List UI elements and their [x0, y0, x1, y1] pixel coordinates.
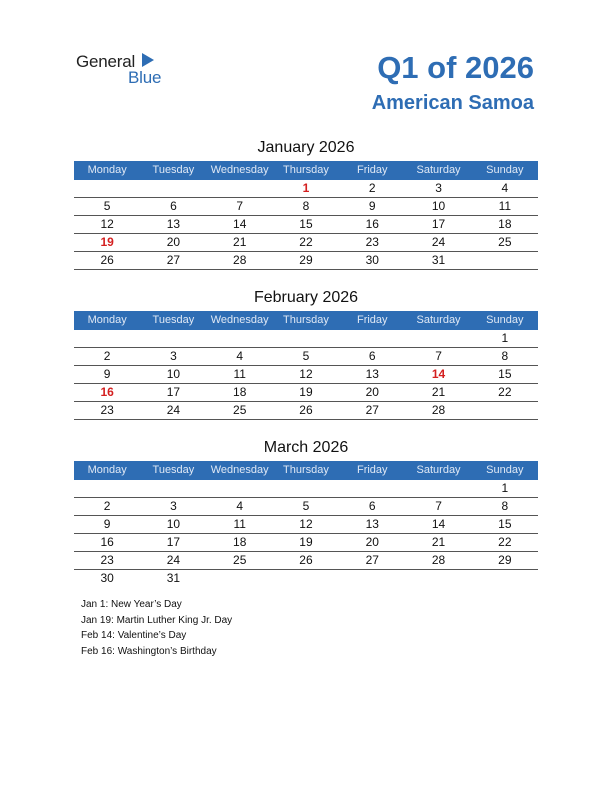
day-cell: 11: [498, 199, 512, 213]
weekday-label: Tuesday: [152, 464, 195, 476]
month-calendar: [74, 437, 538, 587]
day-cell: 15: [498, 517, 512, 531]
day-cell: 28: [431, 553, 446, 567]
day-cell: 15: [299, 217, 313, 231]
day-cell: 7: [435, 349, 442, 363]
day-cell: 16: [365, 217, 379, 231]
day-cell: [273, 480, 339, 497]
page-subtitle: American Samoa: [371, 92, 534, 114]
holiday-note: Jan 1: New Year’s Day: [81, 599, 182, 610]
day-cell: 19: [100, 235, 114, 249]
day-cell: 23: [365, 235, 379, 249]
day-cell: 18: [498, 217, 512, 231]
page-title: Q1 of 2026: [377, 50, 534, 85]
day-cell: 14: [431, 367, 446, 381]
day-cell: 23: [100, 553, 114, 567]
day-cell: 16: [100, 385, 114, 399]
day-cell: 16: [100, 535, 114, 549]
week-row: [74, 198, 538, 216]
day-cell: 17: [166, 385, 181, 399]
day-cell: [405, 570, 471, 587]
weekday-label: Wednesday: [210, 464, 269, 476]
week-row: [74, 552, 538, 570]
month-title: March 2026: [263, 439, 349, 456]
day-cell: 7: [236, 199, 244, 213]
day-cell: 3: [170, 499, 177, 513]
day-cell: 1: [501, 481, 509, 495]
weekday-label: Thursday: [283, 314, 329, 326]
day-cell: 30: [365, 253, 379, 267]
holiday-note: Jan 19: Martin Luther King Jr. Day: [81, 614, 233, 626]
day-cell: 18: [233, 535, 247, 549]
day-cell: [74, 480, 140, 497]
day-cell: 12: [299, 367, 313, 381]
weekday-label: Monday: [87, 314, 127, 326]
day-cell: 9: [103, 517, 111, 531]
day-cell: 26: [299, 553, 313, 567]
weekday-label: Monday: [87, 464, 127, 476]
day-cell: 26: [100, 253, 114, 267]
day-cell: [74, 330, 140, 347]
day-cell: [339, 480, 405, 497]
day-cell: 13: [365, 367, 379, 381]
day-cell: 28: [431, 403, 446, 417]
weekday-label: Tuesday: [152, 164, 195, 176]
day-cell: 8: [302, 199, 310, 213]
day-cell: 27: [365, 403, 379, 417]
day-cell: 27: [166, 253, 181, 267]
day-cell: 22: [498, 385, 512, 399]
weekday-label: Friday: [356, 464, 388, 476]
day-cell: 21: [431, 385, 446, 399]
day-cell: [273, 570, 339, 587]
week-row: [74, 534, 538, 552]
day-cell: 1: [501, 331, 509, 345]
day-cell: 14: [233, 217, 247, 231]
day-cell: [207, 570, 273, 587]
weekday-label: Tuesday: [152, 314, 195, 326]
day-cell: 28: [233, 253, 247, 267]
weekday-label: Monday: [87, 164, 127, 176]
weekday-label: Wednesday: [210, 164, 269, 176]
day-cell: 20: [365, 385, 379, 399]
day-cell: 10: [431, 199, 446, 213]
day-cell: [405, 330, 471, 347]
weekday-header: [74, 161, 538, 180]
weekday-label: Sunday: [486, 164, 524, 176]
week-row: [74, 498, 538, 516]
week-row: [74, 384, 538, 402]
week-row: [74, 330, 538, 348]
day-cell: [472, 402, 538, 419]
day-cell: 24: [166, 403, 181, 417]
holiday-notes: [81, 597, 232, 659]
week-row: [74, 480, 538, 498]
day-cell: 2: [103, 499, 111, 513]
day-cell: 30: [100, 571, 114, 585]
day-cell: 13: [166, 217, 181, 231]
day-cell: 21: [431, 535, 446, 549]
holiday-note: Feb 16: Washington’s Birthday: [81, 645, 217, 657]
weekday-header: [74, 311, 538, 330]
day-cell: 20: [365, 535, 379, 549]
day-cell: [472, 252, 538, 269]
week-row: [74, 252, 538, 270]
day-cell: 17: [166, 535, 181, 549]
day-cell: 8: [501, 349, 509, 363]
week-row: [74, 348, 538, 366]
day-cell: 23: [100, 403, 114, 417]
day-cell: 8: [501, 499, 509, 513]
day-cell: 1: [302, 181, 310, 195]
logo: [76, 52, 176, 88]
weekday-label: Thursday: [283, 164, 329, 176]
day-cell: 25: [498, 235, 512, 249]
day-cell: [273, 330, 339, 347]
day-cell: 3: [170, 349, 177, 363]
logo-general-text: General: [76, 52, 136, 71]
day-cell: 9: [103, 367, 111, 381]
day-cell: 29: [498, 553, 512, 567]
weekday-label: Sunday: [486, 314, 524, 326]
week-row: [74, 366, 538, 384]
logo-flag-icon: [142, 53, 154, 67]
day-cell: 31: [166, 571, 181, 585]
day-cell: 27: [365, 553, 379, 567]
day-cell: 6: [368, 499, 376, 513]
day-cell: 15: [498, 367, 512, 381]
day-cell: 4: [236, 499, 244, 513]
month-title: January 2026: [257, 139, 355, 156]
weekday-label: Friday: [356, 164, 388, 176]
day-cell: 2: [103, 349, 111, 363]
week-row: [74, 570, 538, 587]
weekday-label: Saturday: [416, 464, 461, 476]
week-row: [74, 180, 538, 198]
day-cell: 20: [166, 235, 181, 249]
weekday-label: Wednesday: [210, 314, 269, 326]
day-cell: 11: [233, 367, 246, 381]
week-row: [74, 216, 538, 234]
day-cell: 4: [501, 181, 509, 195]
day-cell: 5: [103, 199, 111, 213]
day-cell: 2: [368, 181, 376, 195]
day-cell: 13: [365, 517, 379, 531]
day-cell: 10: [166, 517, 181, 531]
day-cell: [207, 330, 273, 347]
day-cell: 24: [431, 235, 446, 249]
day-cell: 3: [435, 181, 442, 195]
day-cell: 25: [233, 553, 247, 567]
day-cell: [140, 180, 206, 197]
week-row: [74, 234, 538, 252]
weekday-label: Thursday: [283, 464, 329, 476]
day-cell: 11: [233, 517, 246, 531]
day-cell: 14: [431, 517, 446, 531]
day-cell: 24: [166, 553, 181, 567]
logo-blue-text: Blue: [128, 68, 162, 87]
day-cell: [339, 330, 405, 347]
weekday-header: [74, 461, 538, 480]
day-cell: 17: [431, 217, 446, 231]
day-cell: 12: [299, 517, 313, 531]
day-cell: [140, 480, 206, 497]
month-calendar: [74, 287, 538, 420]
day-cell: 25: [233, 403, 247, 417]
day-cell: 6: [368, 349, 376, 363]
day-cell: 6: [170, 199, 177, 213]
week-row: [74, 402, 538, 420]
day-cell: [207, 480, 273, 497]
month-title: February 2026: [253, 289, 359, 306]
day-cell: [140, 330, 206, 347]
day-cell: 22: [498, 535, 512, 549]
day-cell: 29: [299, 253, 313, 267]
day-cell: 31: [431, 253, 446, 267]
day-cell: 9: [368, 199, 376, 213]
weekday-label: Friday: [356, 314, 388, 326]
day-cell: 26: [299, 403, 313, 417]
day-cell: 19: [299, 385, 313, 399]
day-cell: 5: [302, 499, 310, 513]
day-cell: [472, 570, 538, 587]
weekday-label: Sunday: [486, 464, 524, 476]
day-cell: 22: [299, 235, 313, 249]
weekday-label: Saturday: [416, 314, 461, 326]
day-cell: 7: [435, 499, 442, 513]
holiday-note: Feb 14: Valentine’s Day: [81, 630, 187, 641]
day-cell: [74, 180, 140, 197]
day-cell: 4: [236, 349, 244, 363]
day-cell: 21: [233, 235, 247, 249]
month-calendar: [74, 137, 538, 270]
day-cell: 10: [166, 367, 181, 381]
week-row: [74, 516, 538, 534]
day-cell: 18: [233, 385, 247, 399]
day-cell: [207, 180, 273, 197]
day-cell: 12: [100, 217, 114, 231]
day-cell: 19: [299, 535, 313, 549]
day-cell: [339, 570, 405, 587]
day-cell: [405, 480, 471, 497]
weekday-label: Saturday: [416, 164, 461, 176]
day-cell: 5: [302, 349, 310, 363]
